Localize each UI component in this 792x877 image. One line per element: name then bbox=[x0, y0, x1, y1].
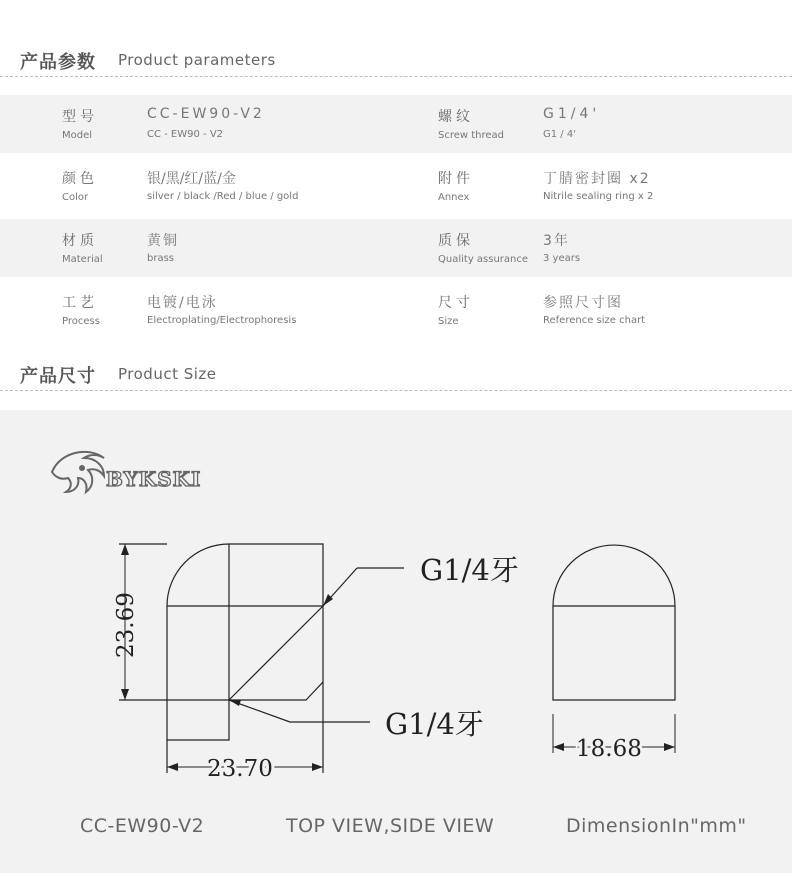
parameters-title-zh: 产品参数 bbox=[20, 52, 96, 73]
section-divider bbox=[0, 390, 792, 391]
param-value-zh: 黄铜 bbox=[147, 233, 179, 249]
caption-view: TOP VIEW,SIDE VIEW bbox=[286, 815, 495, 837]
param-value2-zh: 参照尺寸图 bbox=[543, 295, 623, 311]
thread-label-top: G1/4牙 bbox=[420, 553, 519, 587]
size-section-header bbox=[0, 354, 792, 394]
param-label-en: Process bbox=[62, 316, 100, 327]
caption-unit: DimensionIn"mm" bbox=[566, 815, 747, 837]
fitting-side-view bbox=[553, 545, 675, 700]
size-title-zh: 产品尺寸 bbox=[20, 366, 96, 387]
param-label2-en: Annex bbox=[438, 192, 470, 203]
param-value2-en: Nitrile sealing ring x 2 bbox=[543, 191, 654, 202]
param-value2-en: 3 years bbox=[543, 253, 581, 264]
param-value-en: brass bbox=[147, 253, 175, 264]
param-value2-en: G1 / 4' bbox=[543, 129, 576, 140]
param-label-zh: 型号 bbox=[62, 109, 98, 125]
param-value2-zh: G1/4' bbox=[543, 106, 601, 122]
param-label-zh: 颜色 bbox=[62, 171, 98, 187]
param-label-en: Model bbox=[62, 130, 93, 141]
param-value-zh: 银/黑/红/蓝/金 bbox=[147, 171, 236, 187]
param-label-en: Color bbox=[62, 192, 89, 203]
param-value-zh: 电镀/电泳 bbox=[147, 295, 218, 311]
param-label2-en: Screw thread bbox=[438, 130, 505, 141]
parameters-title-en: Product parameters bbox=[118, 51, 276, 69]
dimension-height: 23.69 bbox=[113, 592, 139, 658]
thread-label-bottom: G1/4牙 bbox=[385, 707, 484, 741]
param-label2-zh: 质保 bbox=[438, 233, 474, 249]
section-divider bbox=[0, 76, 792, 77]
param-value-zh: CC-EW90-V2 bbox=[147, 106, 265, 122]
parameters-section-header bbox=[0, 40, 792, 80]
dimension-width: 23.70 bbox=[207, 756, 273, 782]
param-label-zh: 工艺 bbox=[62, 295, 98, 311]
size-title-en: Product Size bbox=[118, 365, 217, 383]
elbow-fitting-front-view bbox=[119, 544, 404, 773]
param-value-en: Electroplating/Electrophoresis bbox=[147, 315, 297, 326]
caption-model: CC-EW90-V2 bbox=[80, 815, 205, 837]
param-label2-zh: 螺纹 bbox=[438, 109, 474, 125]
bykski-logo-icon bbox=[52, 452, 104, 492]
param-label2-zh: 尺寸 bbox=[438, 295, 474, 311]
param-label-en: Material bbox=[62, 254, 103, 265]
dimension-diameter: 18.68 bbox=[576, 736, 642, 762]
param-row-model bbox=[0, 95, 792, 153]
param-value2-zh: 3年 bbox=[543, 233, 570, 249]
dimension-drawing bbox=[0, 410, 792, 873]
param-label-zh: 材质 bbox=[62, 233, 98, 249]
param-label2-en: Quality assurance bbox=[438, 254, 529, 265]
param-label2-en: Size bbox=[438, 316, 459, 327]
param-label2-zh: 附件 bbox=[438, 171, 474, 187]
parameters-table bbox=[0, 95, 792, 343]
param-row-process bbox=[0, 281, 792, 339]
logo-text: BYKSKI bbox=[106, 467, 202, 491]
param-value-en: CC - EW90 - V2 bbox=[147, 129, 224, 140]
param-value2-zh: 丁腈密封圈 x2 bbox=[543, 171, 651, 187]
drawing-svg bbox=[0, 410, 792, 873]
param-value-en: silver / black /Red / blue / gold bbox=[147, 191, 299, 202]
param-value2-en: Reference size chart bbox=[543, 315, 646, 326]
param-row-color bbox=[0, 157, 792, 215]
param-row-material bbox=[0, 219, 792, 277]
